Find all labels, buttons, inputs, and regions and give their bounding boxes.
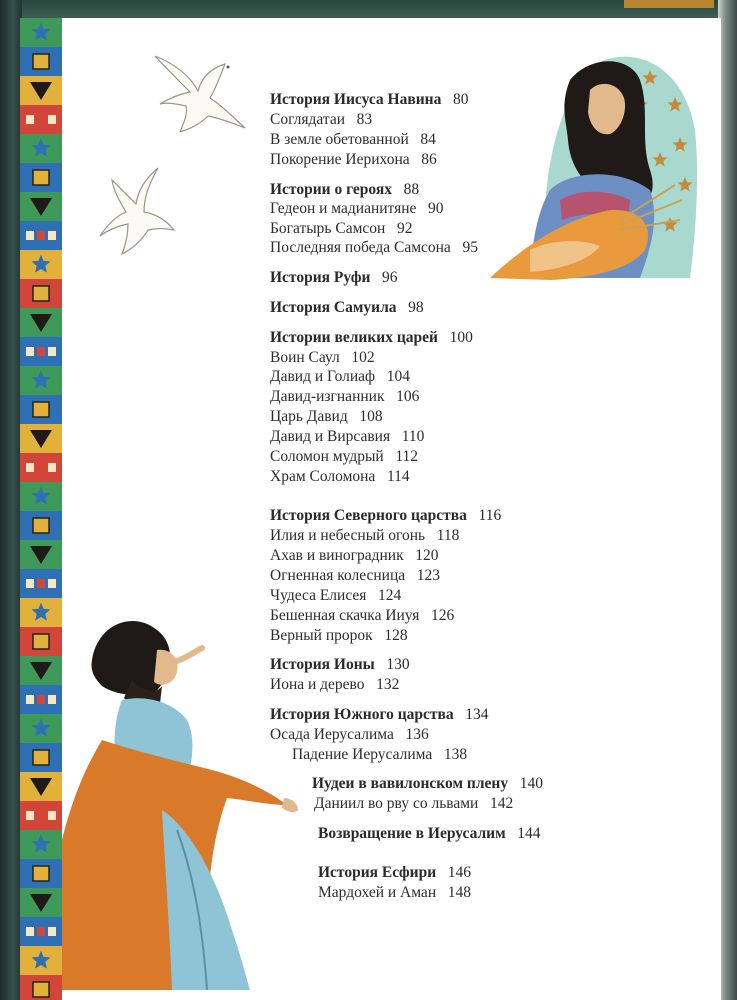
toc-item[interactable]: Верный пророк 128 bbox=[270, 627, 408, 644]
toc-heading[interactable]: История Самуила 98 bbox=[270, 299, 424, 316]
toc-heading[interactable]: Истории о героях 88 bbox=[270, 181, 420, 198]
toc-item[interactable]: Давид-изгнанник 106 bbox=[270, 388, 420, 405]
toc-item[interactable]: Осада Иерусалима 136 bbox=[270, 726, 429, 743]
toc-heading[interactable]: История Есфири 146 bbox=[318, 864, 472, 881]
toc-item[interactable]: Давид и Голиаф 104 bbox=[270, 368, 410, 385]
toc-item[interactable]: Последняя победа Самсона 95 bbox=[270, 239, 478, 256]
toc-heading[interactable]: История Южного царства 134 bbox=[270, 706, 489, 723]
toc-item[interactable]: В земле обетованной 84 bbox=[270, 131, 436, 148]
toc-heading[interactable]: История Ионы 130 bbox=[270, 656, 410, 673]
toc-heading[interactable]: История Руфи 96 bbox=[270, 269, 398, 286]
toc-item[interactable]: Иона и дерево 132 bbox=[270, 676, 400, 693]
toc-item[interactable]: Воин Саул 102 bbox=[270, 349, 375, 366]
toc-item[interactable]: Падение Иерусалима 138 bbox=[292, 746, 468, 763]
toc-heading[interactable]: Иудеи в вавилонском плену 140 bbox=[312, 775, 543, 792]
toc-item[interactable]: Ахав и виноградник 120 bbox=[270, 547, 439, 564]
toc-item[interactable]: Илия и небесный огонь 118 bbox=[270, 527, 460, 544]
toc-item[interactable]: Даниил во рву со львами 142 bbox=[314, 795, 514, 812]
toc-item[interactable]: Бешенная скачка Ииуя 126 bbox=[270, 607, 455, 624]
toc-item[interactable]: Храм Соломона 114 bbox=[270, 468, 410, 485]
toc-item[interactable]: Огненная колесница 123 bbox=[270, 567, 441, 584]
toc-item[interactable]: Чудеса Елисея 124 bbox=[270, 587, 402, 604]
toc-heading[interactable]: Возвращение в Иерусалим 144 bbox=[318, 825, 541, 842]
toc-item[interactable]: Соломон мудрый 112 bbox=[270, 448, 419, 465]
toc-item[interactable]: Гедеон и мадианитяне 90 bbox=[270, 200, 444, 217]
toc-item[interactable]: Соглядатаи 83 bbox=[270, 111, 373, 128]
toc-item[interactable]: Царь Давид 108 bbox=[270, 408, 383, 425]
toc-item[interactable]: Мардохей и Аман 148 bbox=[318, 884, 471, 901]
toc-item[interactable]: Богатырь Самсон 92 bbox=[270, 220, 413, 237]
toc-item[interactable]: Давид и Вирсавия 110 bbox=[270, 428, 425, 445]
toc-heading[interactable]: Истории великих царей 100 bbox=[270, 329, 473, 346]
toc-item[interactable]: Покорение Иерихона 86 bbox=[270, 151, 437, 168]
toc-heading[interactable]: История Иисуса Навина 80 bbox=[270, 91, 469, 108]
toc-heading[interactable]: История Северного царства 116 bbox=[270, 507, 502, 524]
